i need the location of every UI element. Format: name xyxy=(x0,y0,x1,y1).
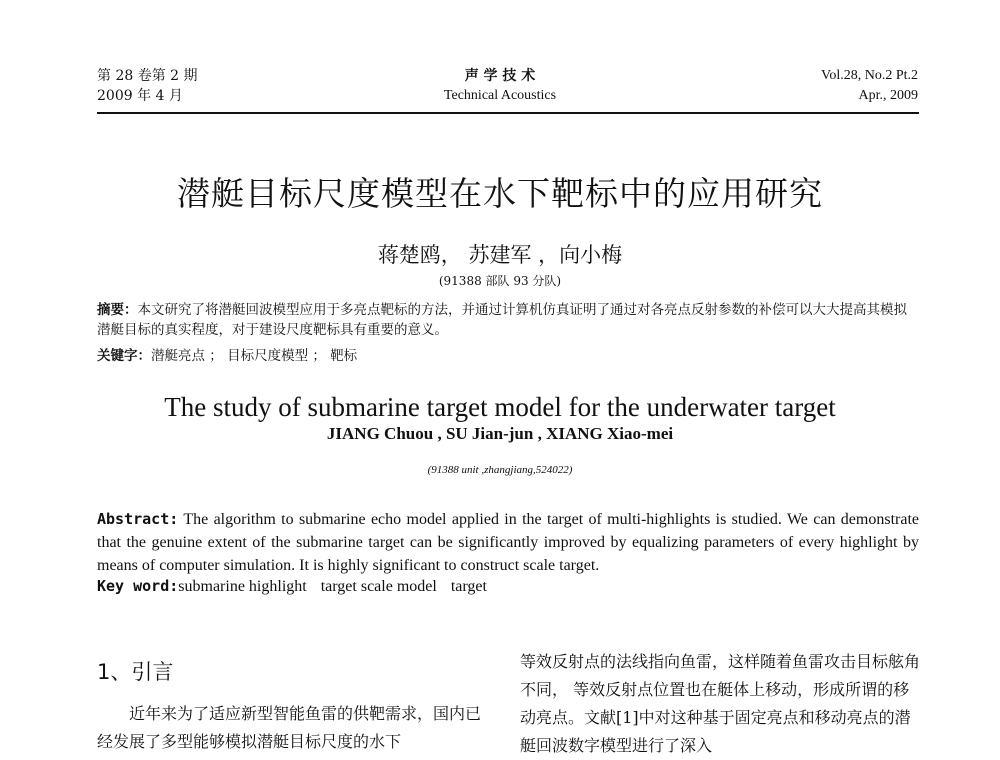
abstract-en xyxy=(97,508,919,577)
abstract-en-label: Abstract: xyxy=(97,510,179,528)
journal-date-cn: 2009 年 4 月 xyxy=(97,88,183,104)
keywords-en xyxy=(97,575,501,598)
abstract-cn-label: 摘要： xyxy=(97,302,138,318)
journal-volume: 第 28 卷第 2 期 xyxy=(97,68,198,84)
journal-volume-en: Vol.28, No.2 Pt.2 xyxy=(821,68,918,83)
journal-date-en: Apr., 2009 xyxy=(858,88,918,103)
authors-en: JIANG Chuou , SU Jian-jun , XIANG Xiao-mei xyxy=(326,424,674,443)
journal-name-cn: 声 学 技 术 xyxy=(464,68,536,84)
affiliation-cn: (91388 部队 93 分队) xyxy=(438,274,562,288)
keywords-cn xyxy=(97,346,357,366)
keywords-cn-label: 关键字： xyxy=(97,348,151,364)
header-rule xyxy=(97,112,919,114)
affiliation-en: (91388 unit ,zhangjiang,524022) xyxy=(427,464,573,476)
keyword-en-item: target scale model xyxy=(320,578,437,595)
keyword-en-item: submarine highlight xyxy=(178,578,307,595)
authors-cn: 蒋楚鸥， 苏建军 ，向小梅 xyxy=(377,243,623,267)
abstract-cn-text: 本文研究了将潜艇回波模型应用于多亮点靶标的方法，并通过计算机仿真证明了通过对各亮点反射参数的补偿可以大大提高其模拟潜艇目标的真实程度，对于建设尺度靶标具有重要的意义。 xyxy=(97,302,907,338)
body-text-right-column: 等效反射点的法线指向鱼雷，这样随着鱼雷攻击目标舷角不同， 等效反射点位置也在艇体上移动，形成所谓的移动亮点。文献[1]中对这种基于固定亮点和移动亮点的潜艇回波数字模型进行了深入 xyxy=(520,652,921,755)
paper-title-cn: 潜艇目标尺度模型在水下靶标中的应用研究 xyxy=(177,174,823,213)
paper-title-en: The study of submarine target model for the underwater target xyxy=(164,392,836,422)
journal-issue-info-en xyxy=(821,66,918,106)
section-heading: 1、引言 xyxy=(97,660,174,684)
abstract-cn xyxy=(97,300,919,340)
abstract-en-text: The algorithm to submarine echo model applied in the target of multi-highlights is studied. We can demonstrate that the genuine extent of the submarine target can be significantly improved by equalizing parameters of every highlight by means of computer simulation. It is highly significant to construct scale target. xyxy=(97,511,919,574)
journal-name-en: Technical Acoustics xyxy=(443,88,557,103)
keywords-cn-text: 潜艇亮点 ； 目标尺度模型 ； 靶标 xyxy=(151,348,358,364)
keywords-en-label: Key word: xyxy=(97,577,179,595)
body-text-left-column: 近年来为了适应新型智能鱼雷的供靶需求，国内已经发展了多型能够模拟潜艇目标尺度的水下 xyxy=(97,704,482,751)
keyword-en-item: target xyxy=(450,578,487,595)
